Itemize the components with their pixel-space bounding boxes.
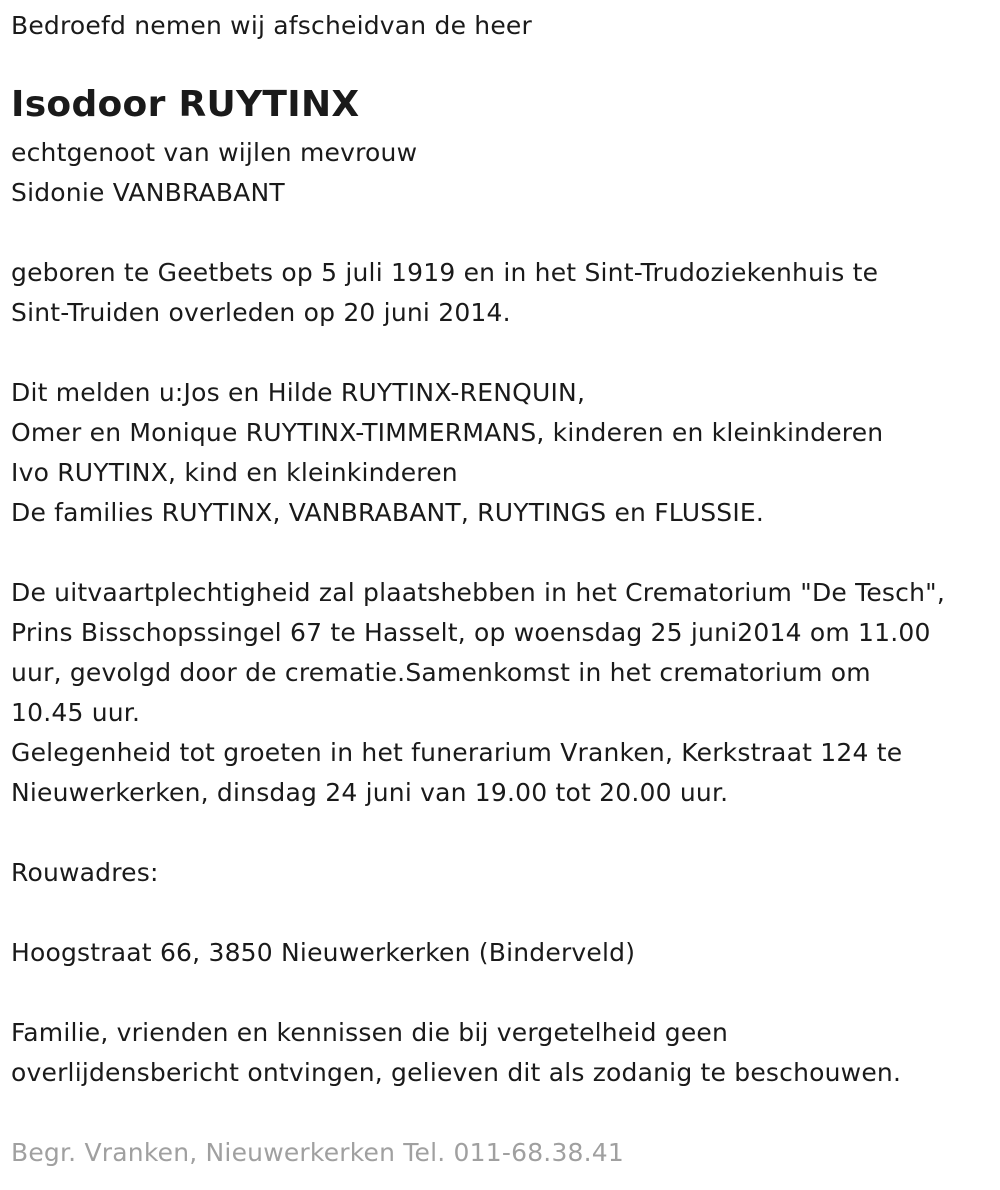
- spacer: [11, 213, 945, 253]
- announced-by-line: De families RUYTINX, VANBRABANT, RUYTINGS en FLUSSIE.: [11, 498, 765, 527]
- announced-by-line: Ivo RUYTINX, kind en kleinkinderen: [11, 458, 458, 487]
- spouse-line: echtgenoot van wijlen mevrouw: [11, 138, 418, 167]
- spacer: [11, 973, 945, 1013]
- notice-line: overlijdensbericht ontvingen, gelieven dit als zodanig te beschouwen.: [11, 1058, 902, 1087]
- ceremony-line: De uitvaartplechtigheid zal plaatshebben in het Crematorium "De Tesch",: [11, 578, 945, 607]
- spacer: [11, 333, 945, 373]
- spacer: [11, 893, 945, 933]
- intro-text: Bedroefd nemen wij afscheidvan de heer: [11, 11, 532, 40]
- visitation-line: Nieuwerkerken, dinsdag 24 juni van 19.00 tot 20.00 uur.: [11, 778, 729, 807]
- birth-death-line: geboren te Geetbets op 5 juli 1919 en in het Sint-Trudoziekenhuis te: [11, 258, 879, 287]
- announced-by-line: Dit melden u:Jos en Hilde RUYTINX-RENQUIN,: [11, 378, 586, 407]
- birth-death-line: Sint-Truiden overleden op 20 juni 2014.: [11, 298, 511, 327]
- ceremony-line: Prins Bisschopssingel 67 te Hasselt, op woensdag 25 juni2014 om 11.00: [11, 618, 931, 647]
- visitation-line: Gelegenheid tot groeten in het funerarium Vranken, Kerkstraat 124 te: [11, 738, 903, 767]
- spacer: [11, 813, 945, 853]
- mourning-address-label: Rouwadres:: [11, 858, 159, 887]
- obituary-body: [11, 133, 945, 1173]
- ceremony-line: 10.45 uur.: [11, 698, 141, 727]
- spacer: [11, 1093, 945, 1133]
- mourning-address: Hoogstraat 66, 3850 Nieuwerkerken (Binderveld): [11, 938, 636, 967]
- spacer: [11, 533, 945, 573]
- spouse-name: Sidonie VANBRABANT: [11, 178, 285, 207]
- deceased-name: Isodoor RUYTINX: [11, 84, 360, 125]
- notice-line: Familie, vrienden en kennissen die bij vergetelheid geen: [11, 1018, 729, 1047]
- funeral-director-footer: Begr. Vranken, Nieuwerkerken Tel. 011-68.38.41: [11, 1138, 625, 1167]
- ceremony-line: uur, gevolgd door de crematie.Samenkomst in het crematorium om: [11, 658, 871, 687]
- announced-by-line: Omer en Monique RUYTINX-TIMMERMANS, kinderen en kleinkinderen: [11, 418, 884, 447]
